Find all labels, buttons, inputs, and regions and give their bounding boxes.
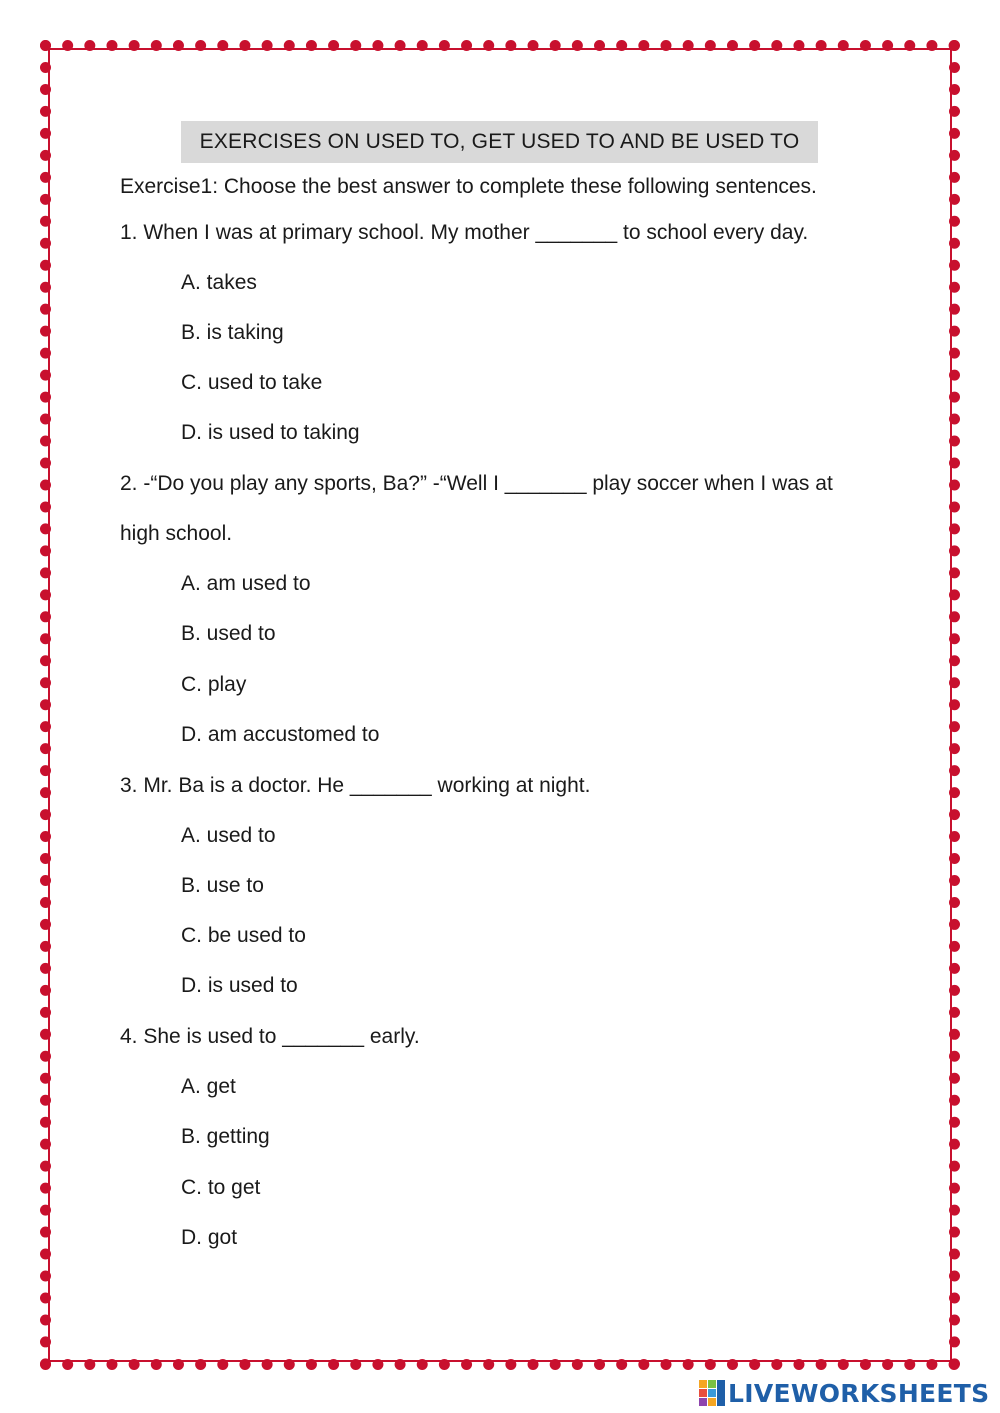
q4-option-d[interactable]: D. got <box>181 1226 238 1249</box>
q2-option-c[interactable]: C. play <box>181 673 247 696</box>
q2-option-a[interactable]: A. am used to <box>181 572 311 595</box>
q1-option-c[interactable]: C. used to take <box>181 371 323 394</box>
q3-option-b[interactable]: B. use to <box>181 874 264 897</box>
page-title: EXERCISES ON USED TO, GET USED TO AND BE USED TO <box>181 121 818 163</box>
exercise-instruction: Exercise1: Choose the best answer to complete these following sentences. <box>120 175 817 198</box>
q3-option-c[interactable]: C. be used to <box>181 924 306 947</box>
liveworksheets-logo[interactable] <box>698 1377 989 1409</box>
q1-option-b[interactable]: B. is taking <box>181 321 284 344</box>
question-3-text: 3. Mr. Ba is a doctor. He _______ working at night. <box>120 774 591 797</box>
question-2-text-cont: high school. <box>120 522 233 545</box>
q2-option-b[interactable]: B. used to <box>181 622 276 645</box>
question-1-text: 1. When I was at primary school. My mother _______ to school every day. <box>120 221 809 244</box>
q3-option-d[interactable]: D. is used to <box>181 974 298 997</box>
q1-option-a[interactable]: A. takes <box>181 271 257 294</box>
q4-option-a[interactable]: A. get <box>181 1075 236 1098</box>
q1-option-d[interactable]: D. is used to taking <box>181 421 360 444</box>
question-4-text: 4. She is used to _______ early. <box>120 1025 420 1048</box>
brand-name: LIVEWORKSHEETS <box>728 1378 990 1408</box>
q2-option-d[interactable]: D. am accustomed to <box>181 723 380 746</box>
q4-option-b[interactable]: B. getting <box>181 1125 270 1148</box>
q3-option-a[interactable]: A. used to <box>181 824 276 847</box>
liveworksheets-logo-icon <box>698 1379 726 1407</box>
q4-option-c[interactable]: C. to get <box>181 1176 261 1199</box>
question-2-text: 2. -“Do you play any sports, Ba?” -“Well I _______ play soccer when I was at <box>120 472 833 495</box>
